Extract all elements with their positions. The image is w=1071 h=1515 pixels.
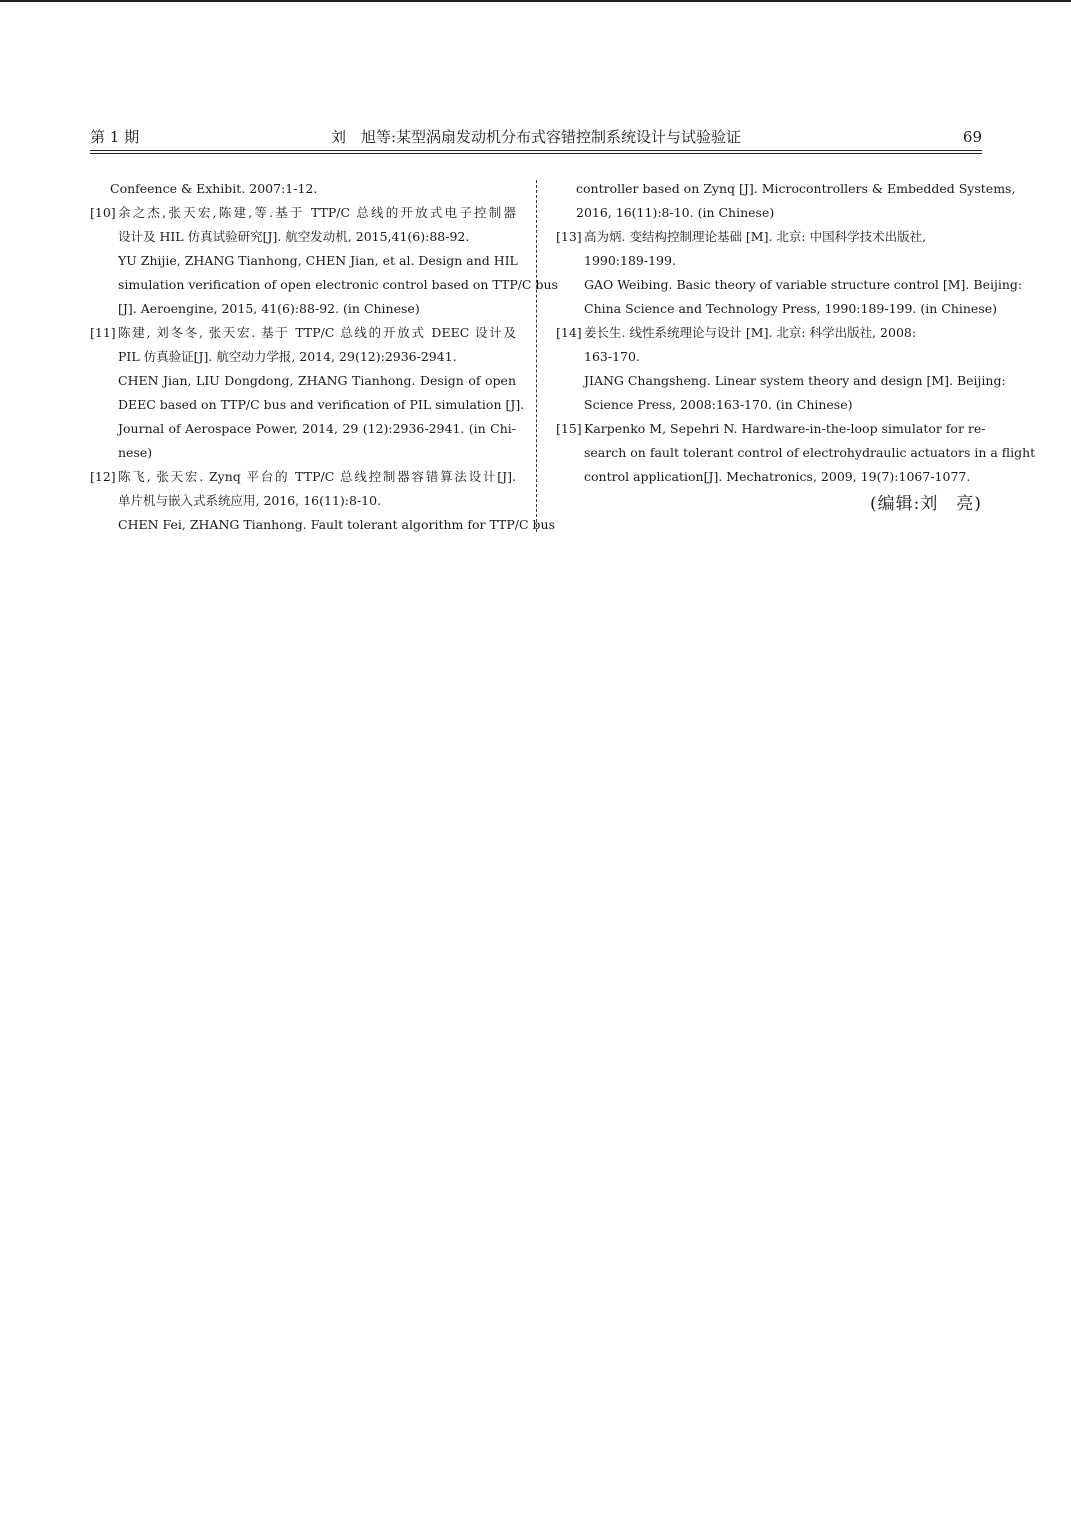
reference-line: [J]. Aeroengine, 2015, 41(6):88-92. (in Chinese) [118,301,420,316]
reference-line: search on fault tolerant control of electrohydraulic actuators in a flight [584,445,1036,460]
reference-list-right [556,225,1036,489]
header-rule-bottom [90,153,982,154]
reference-line: 陈建, 刘冬冬, 张天宏. 基于 TTP/C 总线的开放式 DEEC 设计及 [118,325,516,340]
reference-line: 姜长生. 线性系统理论与设计 [M]. 北京: 科学出版社, 2008: [584,325,917,340]
reference-line: control application[J]. Mechatronics, 2009, 19(7):1067-1077. [584,469,971,484]
reference-line: China Science and Technology Press, 1990:189-199. (in Chinese) [584,301,998,316]
editor-note: (编辑:刘 亮) [870,494,982,514]
reference-number: [10] [90,205,116,220]
reference-line: CHEN Fei, ZHANG Tianhong. Fault tolerant algorithm for TTP/C bus [118,517,555,532]
reference-line: simulation verification of open electronic control based on TTP/C bus [118,277,558,292]
reference-line: 1990:189-199. [584,253,676,268]
reference-number: [12] [90,469,116,484]
page-number: 69 [962,128,982,146]
reference-entry [556,321,1006,417]
reference-line: Confeence & Exhibit. 2007:1-12. [110,181,318,196]
reference-line: Journal of Aerospace Power, 2014, 29 (12):2936-2941. (in Chi- [118,421,516,436]
reference-line: DEEC based on TTP/C bus and verification of PIL simulation [J]. [118,397,525,412]
reference-line: YU Zhijie, ZHANG Tianhong, CHEN Jian, et al. Design and HIL [118,253,518,268]
reference-number: [14] [556,325,582,340]
reference-number: [15] [556,421,582,436]
reference-entry [90,321,525,465]
reference-line: controller based on Zynq [J]. Microcontrollers & Embedded Systems, [576,181,1016,196]
reference-line: GAO Weibing. Basic theory of variable structure control [M]. Beijing: [584,277,1023,292]
reference-line: 单片机与嵌入式系统应用, 2016, 16(11):8-10. [118,493,382,508]
right-column [556,177,1036,517]
reference-list-left [90,201,558,537]
reference-line: 163-170. [584,349,640,364]
left-column [90,177,558,537]
reference-line: 高为炳. 变结构控制理论基础 [M]. 北京: 中国科学技术出版社, [584,229,927,244]
reference-line: Science Press, 2008:163-170. (in Chinese) [584,397,853,412]
reference-entry [90,201,558,321]
reference-entry [556,417,1036,489]
header-rule-top [90,150,982,151]
reference-line: 陈飞, 张天宏. Zynq 平台的 TTP/C 总线控制器容错算法设计[J]. [118,469,516,484]
reference-line: PIL 仿真验证[J]. 航空动力学报, 2014, 29(12):2936-2941. [118,349,457,364]
reference-entry [556,225,1023,321]
top-edge-rule [0,0,1071,2]
running-header [90,126,982,148]
reference-continuation [90,177,516,201]
reference-line: 设计及 HIL 仿真试验研究[J]. 航空发动机, 2015,41(6):88-92. [118,229,470,244]
reference-line: JIANG Changsheng. Linear system theory and design [M]. Beijing: [584,373,1006,388]
reference-entry [90,465,555,537]
reference-continuation [556,177,1016,225]
reference-line: CHEN Jian, LIU Dongdong, ZHANG Tianhong. Design of open [118,373,516,388]
reference-line: nese) [118,445,153,460]
reference-line: 余之杰,张天宏,陈建,等.基于 TTP/C 总线的开放式电子控制器 [118,205,516,220]
header-title: 刘 旭等:某型涡扇发动机分布式容错控制系统设计与试验验证 [330,128,742,146]
reference-line: 2016, 16(11):8-10. (in Chinese) [576,205,775,220]
column-divider [536,180,537,532]
header-issue: 第 1 期 [90,128,140,146]
reference-number: [11] [90,325,116,340]
reference-line: Karpenko M, Sepehri N. Hardware-in-the-loop simulator for re- [584,421,986,436]
reference-number: [13] [556,229,582,244]
